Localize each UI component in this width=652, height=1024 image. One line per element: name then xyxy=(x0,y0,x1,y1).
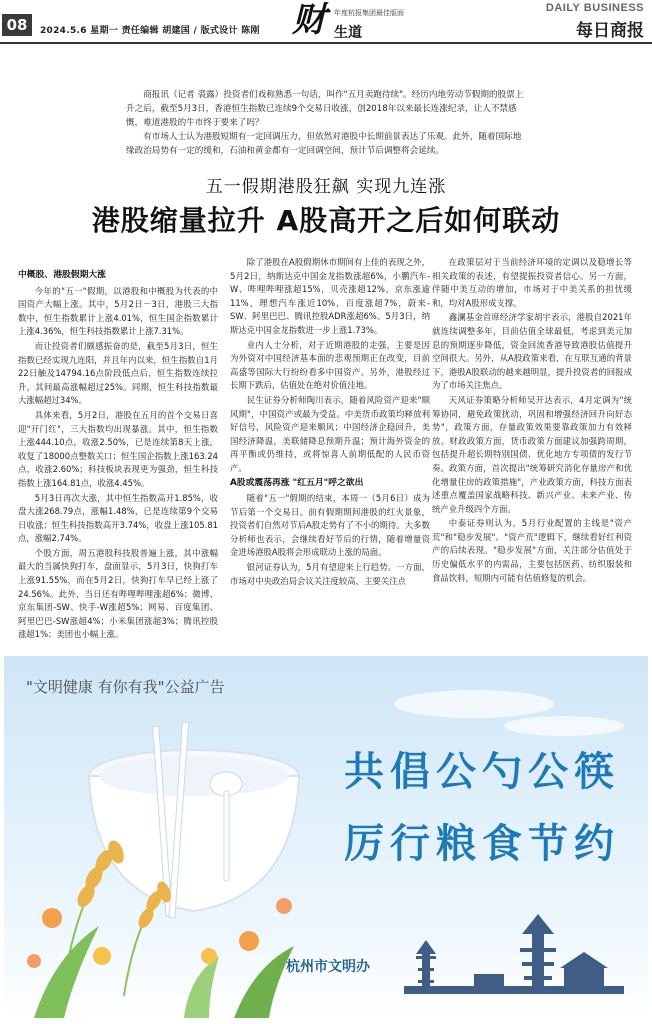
page-header xyxy=(0,0,652,44)
body-paragraph: 今年的"五一"假期，以港股和中概股为代表的中国资产大幅上涨。其中，5月2日－3日，港股三大指数中，恒生指数累计上涨4.01%，恒生国企指数累计上涨4.36%，恒生科技指数累计上涨7.31%。 xyxy=(18,285,218,337)
section-name: 生道 xyxy=(334,25,362,41)
body-paragraph: 随着"五一"假期的结束，本周一（5月6日）成为节后第一个交易日。前有假期期间港股的红火景象，投资者们自然对节后A股走势有了不小的期待。大多数分析师也表示，会继续看好节后的行情，随着增量资金进场港股A股将会形成联动上涨的局面。 xyxy=(230,493,430,558)
pagoda-skyline xyxy=(404,914,624,994)
body-paragraph: 在政策层对于当前经济环境的定调以及稳增长等相关政策的表述，有望提振投资者信心。另一方面，伴随中美互动的增加，市场对于中美关系的担忧缓和，均对A股形成支撑。 xyxy=(432,257,632,308)
ad-sponsor: 杭州市文明办 xyxy=(286,959,370,975)
body-paragraph: 业内人士分析，对于近期港股的走强，主要是因为外资对中国经济基本面的悲观预期正在改变，目前高盛等国际大行纷纷看多中国资产。另外，港股经过长期下跌后，估值处在绝对价值洼地。 xyxy=(230,339,430,391)
brand-english: DAILY BUSINESS xyxy=(545,2,644,14)
cloud-decoration xyxy=(394,690,624,736)
body-paragraph: 5月3日再次大涨，其中恒生指数高开1.85%，收盘大涨268.79点，涨幅1.48%，已是连续第9个交易日收涨；恒生科技指数高开3.74%，收盘上涨105.81点，涨幅2.74%。 xyxy=(18,492,218,544)
article-column-2 xyxy=(230,256,430,589)
body-paragraph: 天风证券策略分析师吴开达表示，4月定调为"统筹协同，避免政策扰动，巩固和增强经济回升向好态势"，政策方面，存量政策效果要靠政策加力有效释放。财政政策方面，货币政策方面建议加强跨周期，包括提升超长期特别国债、优化地方专项债的发行节奏。政策方面，首次提出"统筹研究消化存量房产和优化增量住房的政策措施"，产业政策方面，科技方面表述重点覆盖国家战略科技、新兴产业、未来产业、传统产业升级四个方面。 xyxy=(432,394,632,514)
section-heading: 中概股、港股假期大涨 xyxy=(18,270,106,280)
section-heading: A股或震荡再涨 "红五月"呼之欲出 xyxy=(230,477,364,488)
award-tagline: 年度杭报集团最佳版面 xyxy=(334,9,404,17)
lead-paragraph: 有市场人士认为港股短期有一定回调压力，但依然对港股中长期前景表达了乐观。此外，随着国际地缘政治局势有一定的缓和，石油和黄金都有一定回调空间，预计节后调整将会延续。 xyxy=(126,132,522,156)
ad-tagline: "文明健康 有你有我"公益广告 xyxy=(26,678,225,696)
body-paragraph: 除了港股在A股假期休市期间有上佳的表现之外，5月2日，纳斯达克中国金龙指数涨超6%，小鹏汽车-W、哔哩哔哩涨超15%，贝壳涨超12%，京东涨逾11%，理想汽车涨近10%，百度涨超7%，蔚来-SW、阿里巴巴、腾讯控股ADR涨超6%。5月3日，纳斯达克中国金龙指数进一步上涨1.73%。 xyxy=(230,257,430,335)
page-number: 08 xyxy=(2,14,32,36)
bowl-illustration xyxy=(89,722,299,918)
ad-slogan-line-1: 共倡公勺公筷 xyxy=(344,749,620,795)
body-paragraph: 中泰证券则认为，5月行业配置的主线是"资产荒"和"稳步发展"。"资产荒"逻辑下，继续看好红利资产的后续表现。"稳步发展"方面，关注部分估值处于历史偏低水平的内需品，主要包括医药、纺织服装和食品饮料，短期内可能有估值修复的机会。 xyxy=(432,518,632,583)
article-column-1 xyxy=(18,268,218,643)
lead-paragraph: 商报讯（记者 裘露）投资者们戏称熟悉一句话，叫作"五月卖跑待续"。经历内地劳动节假期的股票上升之后，截至5月3日，香港恒生指数已连续9个交易日收涨，创2018年以来最长连涨纪录，让人不禁感慨，难道港股的牛市终于要来了吗？ xyxy=(126,90,524,128)
body-paragraph: 银河证券认为，5月有望迎来上行趋势。一方面，市场对中央政治局会议关注度较高，主要关注点 xyxy=(230,562,430,586)
body-paragraph: 民生证券分析师陶川表示，随着风险资产迎来"顺风期"，中国资产或最为受益。中美货币政策均释放利好信号，风险资产迎来顺风；中国经济企稳回升，美国经济降温，美联储降息预期升温；预计海外资金的再平衡或仍维持，或将惊喜人前期低配的人民币资产。 xyxy=(230,394,430,473)
header-divider xyxy=(0,42,652,44)
body-paragraph: 鑫澜基金首席经济学家胡宇表示，港股自2021年就连续调整多年，目前估值全球最低，考虑到美元加息的预期逐步降低，资金回流香港导致港股估值提升空间很大。另外，从A股政策来看，在互联互通的背景下，港股A股联动的越来越明显，提升投资者的回报成为了市场关注焦点。 xyxy=(432,312,632,391)
brand-chinese: 每日商报 xyxy=(576,21,644,41)
article-subtitle: 五一假期港股狂飙 实现九连涨 xyxy=(205,177,447,197)
public-service-ad xyxy=(4,656,648,1018)
lead-summary xyxy=(126,88,526,158)
body-paragraph: 而让投资者们颇感振奋的是，截至5月3日，恒生指数已经实现九连阳，并且年内以来，恒生指数自1月22日触及14794.16点阶段低点后，恒生指数连续拉升，其间最高涨幅超过25%。同期，恒生科技指数最大涨幅超过34%。 xyxy=(18,340,218,406)
ad-slogan-line-2: 厉行粮食节约 xyxy=(344,821,620,867)
body-paragraph: 个股方面，周五港股科技股普遍上涨，其中涨幅最大的当属快狗打车，盘面显示，5月3日，快狗打车上涨91.55%，而在5月2日，快狗打车早已经上涨了24.56%。此外，当日还有哔哩哔哩涨超6%；微博、京东集团-SW、快手-W涨超5%；网易、百度集团、阿里巴巴-SW涨超4%；小米集团涨超3%；腾讯控股涨超1%；美团也小幅上涨。 xyxy=(18,547,218,640)
article-headline: 港股缩量拉升 A股高开之后如何联动 xyxy=(91,204,561,237)
body-paragraph: 具体来看，5月2日，港股在五月的首个交易日喜迎"开门红"，三大指数均出现暴涨。其中，恒生指数上涨444.10点，收涨2.50%，已是连续第8天上涨，收复了18000点整数关口；恒生国企指数上涨163.24点，收涨2.60%；科技板块表现更为强劲，恒生科技指数上涨164.81点，收涨4.45%。 xyxy=(18,409,218,488)
flower-decoration xyxy=(27,898,294,1018)
date-and-editors: 2024.5.6 星期一 责任编辑 胡建国 / 版式设计 陈刚 xyxy=(40,26,260,36)
article-column-3 xyxy=(432,256,632,586)
section-logo-character: 财 xyxy=(292,0,326,40)
